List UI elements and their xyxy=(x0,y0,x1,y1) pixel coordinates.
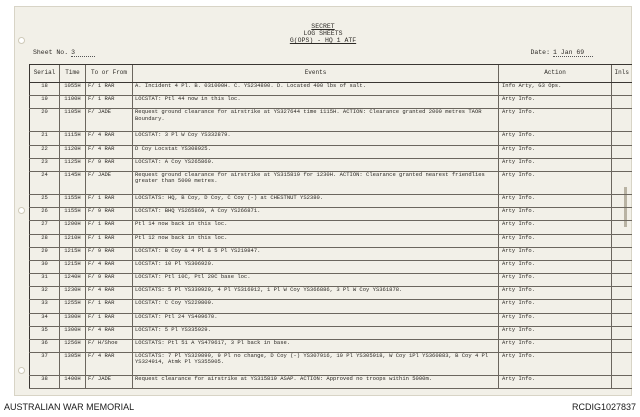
col-header-initials: Inls xyxy=(612,65,632,83)
log-entry-time: 1125H xyxy=(60,158,86,171)
classification-heading: SECRET xyxy=(311,23,335,30)
log-entry-row xyxy=(30,158,632,171)
log-entry-action: Arty Info. xyxy=(499,132,612,145)
log-entry-row xyxy=(30,109,632,132)
log-entry-action: Arty Info. xyxy=(499,260,612,273)
log-entry-time: 1240H xyxy=(60,274,86,287)
sheet-date xyxy=(530,49,593,57)
log-entry-initials xyxy=(612,109,632,132)
log-entry-to-from: F/ 4 RAR xyxy=(86,326,133,339)
log-entry-serial: 28 xyxy=(30,234,60,247)
log-entry-serial: 34 xyxy=(30,313,60,326)
log-entry-row xyxy=(30,376,632,389)
archive-reference: RCDIG1027837 xyxy=(571,402,636,412)
log-entry-initials xyxy=(612,287,632,300)
log-entry-action: Arty Info. xyxy=(499,171,612,194)
log-entry-serial: 21 xyxy=(30,132,60,145)
log-entry-initials xyxy=(612,353,632,376)
archive-credit: AUSTRALIAN WAR MEMORIAL xyxy=(4,402,135,412)
log-entry-event: LOCSTAT: C Coy YS229809. xyxy=(133,300,499,313)
punch-hole xyxy=(18,207,25,214)
sheet-number-label: Sheet No. xyxy=(33,49,69,56)
log-entry-initials xyxy=(612,376,632,389)
log-entry-serial: 33 xyxy=(30,300,60,313)
log-entry-initials xyxy=(612,208,632,221)
log-entry-event: Ptl 14 now back in this loc. xyxy=(133,221,499,234)
log-entry-initials xyxy=(612,158,632,171)
log-entry-time: 1215H xyxy=(60,260,86,273)
log-entry-initials xyxy=(612,221,632,234)
log-entry-initials xyxy=(612,83,632,96)
log-sheet-page xyxy=(14,6,632,396)
log-entry-action: Arty Info. xyxy=(499,247,612,260)
log-entry-time: 1105H xyxy=(60,109,86,132)
log-entry-serial: 38 xyxy=(30,376,60,389)
col-header-time: Time xyxy=(60,65,86,83)
log-entry-action: Arty Info. xyxy=(499,194,612,207)
log-entry-action: Arty Info. xyxy=(499,158,612,171)
col-header-to-from: To or From xyxy=(86,65,133,83)
log-entry-action: Arty Info. xyxy=(499,145,612,158)
log-entry-event: LOCSTATS: 5 Pl YS330929, 4 Pl YS316912, 1 Pl W Coy YS366886, 3 Pl W Coy YS361878. xyxy=(133,287,499,300)
log-entry-to-from: F/ 1 RAR xyxy=(86,300,133,313)
log-entry-to-from: F/ 1 RAR xyxy=(86,83,133,96)
archive-footer xyxy=(0,396,640,417)
log-entry-action: Arty Info. xyxy=(499,109,612,132)
log-entry-row xyxy=(30,326,632,339)
log-entry-time: 1210H xyxy=(60,234,86,247)
log-entry-event: LOCSTATS: HQ, B Coy, D Coy, C Coy (-) at CHESTNUT YS2380. xyxy=(133,194,499,207)
log-entry-to-from: F/ 4 RAR xyxy=(86,287,133,300)
date-label: Date: xyxy=(530,49,550,56)
log-entry-row xyxy=(30,300,632,313)
log-entry-event: LOCSTAT: 3 Pl W Coy YS332879. xyxy=(133,132,499,145)
sheet-number-value: 3 xyxy=(71,49,95,57)
log-entry-action: Arty Info. xyxy=(499,340,612,353)
log-entry-time: 1100H xyxy=(60,96,86,109)
log-entry-time: 1400H xyxy=(60,376,86,389)
log-entry-row xyxy=(30,260,632,273)
log-entry-row xyxy=(30,353,632,376)
log-entry-initials xyxy=(612,171,632,194)
log-entry-action: Arty Info. xyxy=(499,208,612,221)
log-entry-event: Ptl 12 now back in this loc. xyxy=(133,234,499,247)
log-entry-initials xyxy=(612,194,632,207)
log-entry-to-from: F/ 9 RAR xyxy=(86,274,133,287)
log-entry-serial: 30 xyxy=(30,260,60,273)
log-entry-action: Arty Info. xyxy=(499,300,612,313)
log-entry-row xyxy=(30,287,632,300)
log-entry-serial: 31 xyxy=(30,274,60,287)
log-entry-time: 1115H xyxy=(60,132,86,145)
log-entry-action: Arty Info. xyxy=(499,96,612,109)
log-entry-time: 1145H xyxy=(60,171,86,194)
log-entry-serial: 24 xyxy=(30,171,60,194)
log-entry-serial: 32 xyxy=(30,287,60,300)
log-entry-initials xyxy=(612,274,632,287)
log-entry-initials xyxy=(612,260,632,273)
log-entry-event: Request ground clearance for airstrike at YS315819 for 1230H. ACTION: Clearance granted nearest friendlies greater than 5000 metres. xyxy=(133,171,499,194)
log-entry-row xyxy=(30,274,632,287)
log-entry-to-from: F/ 1 RAR xyxy=(86,194,133,207)
log-entry-action: Arty Info. xyxy=(499,234,612,247)
log-entry-row xyxy=(30,145,632,158)
log-entry-time: 1300H xyxy=(60,326,86,339)
log-entry-time: 1256H xyxy=(60,340,86,353)
log-entry-time: 1255H xyxy=(60,300,86,313)
log-entry-to-from: F/ 4 RAR xyxy=(86,260,133,273)
log-entry-initials xyxy=(612,132,632,145)
punch-hole xyxy=(18,367,25,374)
log-entry-initials xyxy=(612,340,632,353)
log-entry-row xyxy=(30,171,632,194)
date-value: 1 Jan 69 xyxy=(553,49,593,57)
log-entry-time: 1300H xyxy=(60,313,86,326)
log-entry-to-from: F/ 9 RAR xyxy=(86,158,133,171)
log-entry-serial: 23 xyxy=(30,158,60,171)
log-entry-row xyxy=(30,313,632,326)
log-entry-time: 1155H xyxy=(60,194,86,207)
log-entry-initials xyxy=(612,313,632,326)
log-entry-row xyxy=(30,194,632,207)
log-entry-serial: 18 xyxy=(30,83,60,96)
log-entry-event: LOCSTAT: Ptl 10C, Ptl 20C base loc. xyxy=(133,274,499,287)
document-title: LOG SHEETS xyxy=(303,30,343,37)
log-entry-to-from: F/ 1 RAR xyxy=(86,96,133,109)
unit-heading: G(OPS) - HQ 1 ATF xyxy=(289,37,357,44)
log-entry-to-from: F/ 1 RAR xyxy=(86,234,133,247)
log-entry-initials xyxy=(612,145,632,158)
log-entry-row xyxy=(30,96,632,109)
log-entry-to-from: F/ 4 RAR xyxy=(86,353,133,376)
log-entry-serial: 35 xyxy=(30,326,60,339)
log-entry-to-from: F/ JADE xyxy=(86,109,133,132)
log-entry-action: Arty Info. xyxy=(499,221,612,234)
log-entry-to-from: F/ JADE xyxy=(86,171,133,194)
log-entry-time: 1155H xyxy=(60,208,86,221)
log-entry-action: Arty Info. xyxy=(499,376,612,389)
log-entry-event: D Coy Locstat YS308925. xyxy=(133,145,499,158)
log-entry-event: LOCSTAT: Ptl 24 YS409670. xyxy=(133,313,499,326)
log-entry-to-from: F/ 4 RAR xyxy=(86,145,133,158)
log-entry-time: 1230H xyxy=(60,287,86,300)
log-entry-action: Info Arty, G3 Ops. xyxy=(499,83,612,96)
log-entry-event: Request clearance for airstrike at YS315819 ASAP. ACTION: Approved no troops within 5000m. xyxy=(133,376,499,389)
log-entry-to-from: F/ 1 RAR xyxy=(86,221,133,234)
log-table-header xyxy=(30,65,632,83)
log-entry-to-from: F/ 9 RAR xyxy=(86,208,133,221)
log-entry-serial: 29 xyxy=(30,247,60,260)
col-header-action: Action xyxy=(499,65,612,83)
log-entry-serial: 26 xyxy=(30,208,60,221)
log-entry-time: 1200H xyxy=(60,221,86,234)
log-entry-event: LOCSTAT: B Coy & 4 Pl & 5 Pl YS219847. xyxy=(133,247,499,260)
log-entry-event: LOCSTAT: A Coy YS265869. xyxy=(133,158,499,171)
log-entry-initials xyxy=(612,247,632,260)
log-entry-event: LOCSTAT: BHQ YS265869, A Coy YS266871. xyxy=(133,208,499,221)
log-entry-initials xyxy=(612,234,632,247)
sheet-number xyxy=(33,49,95,57)
log-entry-event: LOCSTATS: Ptl 51 A YS479617, 3 Pl back in base. xyxy=(133,340,499,353)
log-table xyxy=(29,64,632,389)
log-entry-event: LOCSTAT: 5 Pl YS335929. xyxy=(133,326,499,339)
log-entry-row xyxy=(30,221,632,234)
log-entry-to-from: F/ 4 RAR xyxy=(86,132,133,145)
log-entry-event: LOCSTATS: 7 Pl YS329899, 9 Pl no change, D Coy (-) YS307916, 10 Pl YS305918, W Coy 1Pl YS360883, B Coy 4 Pl YS324914, Atmk Pl YS355905. xyxy=(133,353,499,376)
log-entry-initials xyxy=(612,300,632,313)
log-entry-initials xyxy=(612,96,632,109)
log-entry-row xyxy=(30,247,632,260)
log-entry-time: 1305H xyxy=(60,353,86,376)
log-entry-row xyxy=(30,83,632,96)
log-entry-event: LOCSTAT: 10 Pl YS306920. xyxy=(133,260,499,273)
log-entry-serial: 37 xyxy=(30,353,60,376)
log-entry-to-from: F/ H/Shoe xyxy=(86,340,133,353)
log-entry-serial: 22 xyxy=(30,145,60,158)
log-entry-serial: 36 xyxy=(30,340,60,353)
log-entry-serial: 20 xyxy=(30,109,60,132)
log-entry-time: 1055H xyxy=(60,83,86,96)
col-header-events: Events xyxy=(133,65,499,83)
log-entry-to-from: F/ 1 RAR xyxy=(86,313,133,326)
log-entry-row xyxy=(30,234,632,247)
log-entry-time: 1120H xyxy=(60,145,86,158)
log-entry-action: Arty Info. xyxy=(499,274,612,287)
log-entry-to-from: F/ 9 RAR xyxy=(86,247,133,260)
log-entry-row xyxy=(30,132,632,145)
log-entry-event: LOCSTAT: Ptl 44 now in this loc. xyxy=(133,96,499,109)
col-header-serial: Serial xyxy=(30,65,60,83)
log-entry-to-from: F/ JADE xyxy=(86,376,133,389)
log-entry-action: Arty Info. xyxy=(499,287,612,300)
log-entry-action: Arty Info. xyxy=(499,313,612,326)
log-entry-row xyxy=(30,340,632,353)
log-entry-initials xyxy=(612,326,632,339)
log-entry-action: Arty Info. xyxy=(499,353,612,376)
log-entry-serial: 25 xyxy=(30,194,60,207)
log-entry-time: 1215H xyxy=(60,247,86,260)
log-entry-event: Request ground clearance for airstrike at YS327644 time 1115H. ACTION: Clearance granted 2000 metres TAOR Boundary. xyxy=(133,109,499,132)
log-entry-serial: 27 xyxy=(30,221,60,234)
log-entry-action: Arty Info. xyxy=(499,326,612,339)
log-entry-event: A. Incident 4 Pl. B. 031000H. C. YS234800. D. Located 400 lbs of salt. xyxy=(133,83,499,96)
log-entry-serial: 19 xyxy=(30,96,60,109)
log-entry-row xyxy=(30,208,632,221)
